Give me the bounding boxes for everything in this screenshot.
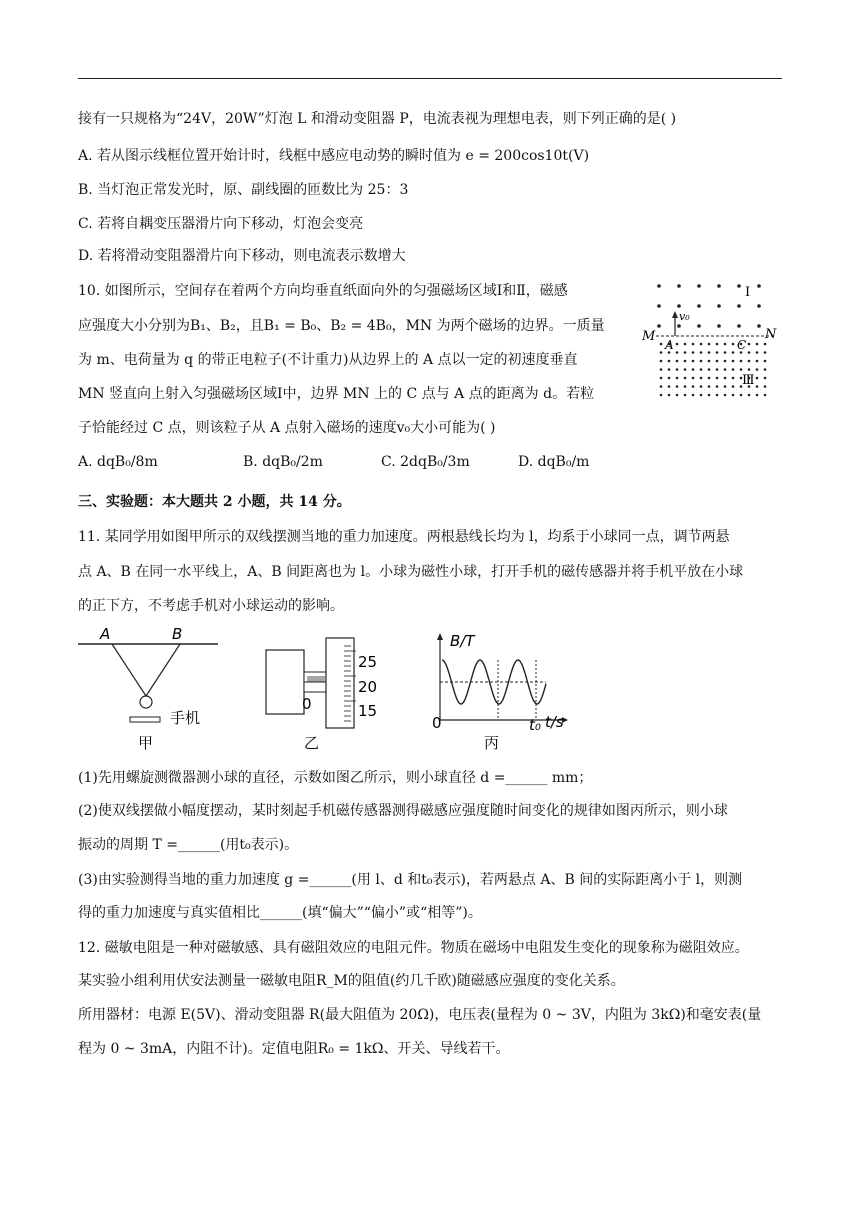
q12-line: 所用器材：电源 E(5V)、滑动变阻器 R(最大阻值为 20Ω)，电压表(量程为 0 ~ 3V，内阻为 3kΩ)和毫安表(量	[78, 1007, 762, 1023]
magnetic-field-figure	[634, 276, 784, 402]
field-dot	[748, 360, 751, 363]
micrometer-frame	[266, 650, 304, 714]
q11-line: 点 A、B 在同一水平线上，A、B 间距离也为 l。小球为磁性小球，打开手机的磁传感器并将手机平放在小球	[78, 564, 744, 580]
field-dot	[732, 360, 735, 363]
option-c: C. 若将自耦变压器滑片向下移动，灯泡会变亮	[78, 216, 364, 232]
field-dot	[757, 304, 761, 308]
field-dot	[676, 368, 679, 371]
q10-line: 为 m、电荷量为 q 的带正电粒子(不计重力)从边界上的 A 点以一定的初速度垂直	[78, 352, 578, 368]
field-dot	[740, 368, 743, 371]
thimble	[326, 638, 354, 728]
label-c: C	[737, 338, 747, 352]
q11-line: 11. 某同学用如图甲所示的双线摆测当地的重力加速度。两根悬线长均为 l，均系于小球同一点，调节两悬	[78, 529, 730, 545]
field-dot	[677, 284, 681, 288]
field-dot	[764, 360, 767, 363]
q12-line: 12. 磁敏电阻是一种对磁敏感、具有磁阻效应的电阻元件。物质在磁场中电阻发生变化的现象称为磁阻效应。	[78, 940, 749, 956]
b-t-graph	[428, 630, 578, 754]
string-a	[112, 644, 146, 696]
field-dot	[660, 385, 663, 388]
label-a: A	[100, 625, 111, 643]
field-dot	[700, 385, 703, 388]
field-dot	[708, 343, 711, 346]
field-dot	[692, 394, 695, 397]
field-dot	[668, 360, 671, 363]
field-dot	[660, 368, 663, 371]
field-dot	[724, 351, 727, 354]
field-dot	[732, 343, 735, 346]
field-dot	[764, 377, 767, 380]
field-dot	[668, 385, 671, 388]
sleeve-zero: 0	[302, 695, 312, 713]
field-dot	[724, 394, 727, 397]
tick-label: 15	[358, 702, 378, 720]
field-dot	[756, 351, 759, 354]
field-dot	[668, 377, 671, 380]
option-b: B. 当灯泡正常发光时，原、副线圈的匝数比为 25：3	[78, 182, 409, 198]
q10-option-c: C. 2dqB₀/3m	[381, 454, 470, 470]
field-dot	[716, 377, 719, 380]
q10-option-b: B. dqB₀/2m	[243, 454, 323, 470]
q10-line: MN 竖直向上射入匀强磁场区域Ⅰ中，边界 MN 上的 C 点与 A 点的距离为 d。若粒	[78, 386, 595, 402]
field-dot	[724, 385, 727, 388]
q10-line: 子恰能经过 C 点，则该粒子从 A 点射入磁场的速度v₀大小可能为( )	[78, 420, 496, 436]
field-dot	[684, 394, 687, 397]
field-dot	[756, 368, 759, 371]
field-dot	[700, 343, 703, 346]
header-rule	[78, 78, 782, 79]
field-dot	[700, 351, 703, 354]
field-dot	[717, 324, 721, 328]
field-dot	[700, 394, 703, 397]
field-dot	[700, 377, 703, 380]
field-dot	[737, 324, 741, 328]
field-dot	[716, 343, 719, 346]
field-dot	[660, 360, 663, 363]
field-dot	[700, 360, 703, 363]
field-dot	[676, 385, 679, 388]
field-dot	[692, 351, 695, 354]
field-dot	[748, 343, 751, 346]
string-b	[146, 644, 180, 696]
tick-label: 20	[358, 678, 378, 696]
phone	[130, 717, 160, 722]
field-dot	[692, 368, 695, 371]
field-dot	[756, 360, 759, 363]
field-dot	[692, 385, 695, 388]
field-dot	[708, 394, 711, 397]
field-dot	[660, 351, 663, 354]
field-dot	[724, 368, 727, 371]
field-dot	[756, 343, 759, 346]
field-dot	[700, 368, 703, 371]
field-dot	[677, 304, 681, 308]
field-dot	[716, 360, 719, 363]
field-dot	[657, 324, 661, 328]
section-heading: 三、实验题：本大题共 2 小题，共 14 分。	[78, 494, 351, 510]
field-dot	[724, 360, 727, 363]
label-m: M	[642, 329, 656, 344]
y-label: B/T	[450, 632, 475, 650]
micrometer-figure	[262, 636, 392, 754]
origin-label: 0	[432, 714, 442, 732]
field-dot	[660, 343, 663, 346]
field-dot	[684, 377, 687, 380]
ball	[140, 696, 152, 708]
caption-jia: 甲	[138, 734, 154, 752]
t0-label: t₀	[529, 716, 541, 734]
q12-line: 某实验小组利用伏安法测量一磁敏电阻R_M的阻值(约几千欧)随磁感应强度的变化关系。	[78, 973, 625, 989]
field-dot	[716, 394, 719, 397]
q11-part2: (2)使双线摆做小幅度摆动，某时刻起手机磁传感器测得磁感应强度随时间变化的规律如图丙所示，则小球	[78, 803, 728, 819]
q12-line: 程为 0 ~ 3mA，内阻不计)。定值电阻R₀ = 1kΩ、开关、导线若干。	[78, 1041, 510, 1057]
label-region-2: Ⅲ	[742, 373, 755, 388]
field-dot	[708, 368, 711, 371]
field-dot	[732, 385, 735, 388]
field-dot	[717, 284, 721, 288]
field-dot	[684, 351, 687, 354]
field-dot	[737, 284, 741, 288]
arrowhead-icon	[672, 311, 678, 318]
caption-yi: 乙	[304, 734, 320, 752]
field-dot	[692, 360, 695, 363]
tick-label: 25	[358, 653, 378, 671]
label-v0: v₀	[679, 310, 690, 323]
field-dot	[676, 377, 679, 380]
q11-line: 的正下方，不考虑手机对小球运动的影响。	[78, 598, 344, 614]
field-dot	[748, 351, 751, 354]
field-dot	[676, 394, 679, 397]
field-dot	[708, 377, 711, 380]
field-dot	[740, 360, 743, 363]
field-dot	[668, 368, 671, 371]
field-dot	[757, 284, 761, 288]
field-dot	[717, 304, 721, 308]
text-line: 接有一只规格为“24V，20W”灯泡 L 和滑动变阻器 P，电流表视为理想电表，则下列正确的是( )	[78, 111, 677, 127]
q10-line: 应强度大小分别为B₁、B₂，且B₁ = B₀、B₂ = 4B₀，MN 为两个磁场的边界。一质量	[78, 318, 605, 334]
field-dot	[684, 343, 687, 346]
field-dot	[748, 394, 751, 397]
field-dot	[697, 304, 701, 308]
field-dot	[740, 394, 743, 397]
q10-option-d: D. dqB₀/m	[518, 454, 590, 470]
field-dot	[697, 284, 701, 288]
field-dot	[708, 351, 711, 354]
q11-part3: 得的重力加速度与真实值相比______(填“偏大”“偏小”或“相等”)。	[78, 905, 482, 921]
field-dot	[764, 351, 767, 354]
field-dot	[677, 324, 681, 328]
field-dot	[676, 360, 679, 363]
field-dot	[732, 351, 735, 354]
field-dot	[692, 377, 695, 380]
q11-part2: 振动的周期 T =______(用t₀表示)。	[78, 837, 299, 853]
field-dot	[764, 368, 767, 371]
label-b: B	[172, 625, 183, 643]
sleeve-scale	[308, 676, 324, 682]
field-dot	[732, 377, 735, 380]
field-dot	[732, 394, 735, 397]
field-dot	[684, 360, 687, 363]
q10-line: 10. 如图所示，空间存在着两个方向均垂直纸面向外的匀强磁场区域Ⅰ和Ⅱ，磁感	[78, 283, 568, 299]
field-dot	[660, 377, 663, 380]
field-dot	[756, 394, 759, 397]
field-dot	[732, 368, 735, 371]
field-dot	[657, 304, 661, 308]
field-dot	[697, 324, 701, 328]
q10-option-a: A. dqB₀/8m	[78, 454, 158, 470]
field-dot	[764, 343, 767, 346]
option-d: D. 若将滑动变阻器滑片向下移动，则电流表示数增大	[78, 248, 406, 264]
field-dot	[716, 351, 719, 354]
field-dots-region-2	[660, 343, 767, 397]
option-a: A. 若从图示线框位置开始计时，线框中感应电动势的瞬时值为 e = 200cos10t(V)	[78, 148, 590, 164]
field-dot	[716, 385, 719, 388]
label-region-1: Ⅰ	[745, 285, 751, 300]
field-dot	[764, 394, 767, 397]
label-a: A	[665, 338, 674, 352]
field-dot	[764, 385, 767, 388]
field-dot	[660, 394, 663, 397]
x-label: t/s	[545, 713, 564, 731]
field-dot	[748, 368, 751, 371]
field-dot	[708, 360, 711, 363]
field-dot	[756, 385, 759, 388]
double-pendulum-figure	[78, 624, 228, 754]
field-dot	[737, 304, 741, 308]
label-n: N	[765, 327, 777, 342]
field-dot	[684, 368, 687, 371]
label-phone: 手机	[170, 709, 201, 727]
field-dot	[676, 351, 679, 354]
field-dot	[668, 394, 671, 397]
q11-part3: (3)由实验测得当地的重力加速度 g =______(用 l、d 和t₀表示)，若两悬点 A、B 间的实际距离小于 l，则测	[78, 872, 743, 888]
field-dot	[657, 284, 661, 288]
field-dot	[708, 385, 711, 388]
field-dot	[684, 385, 687, 388]
field-dot	[757, 324, 761, 328]
q11-part1: (1)先用螺旋测微器测小球的直径，示数如图乙所示，则小球直径 d =______ mm；	[78, 770, 593, 786]
field-dot	[724, 343, 727, 346]
field-dot	[756, 377, 759, 380]
field-dot	[716, 368, 719, 371]
field-dot	[676, 343, 679, 346]
y-arrow-icon	[437, 633, 443, 640]
field-dot	[724, 377, 727, 380]
field-dot	[692, 343, 695, 346]
caption-bing: 丙	[484, 734, 500, 752]
